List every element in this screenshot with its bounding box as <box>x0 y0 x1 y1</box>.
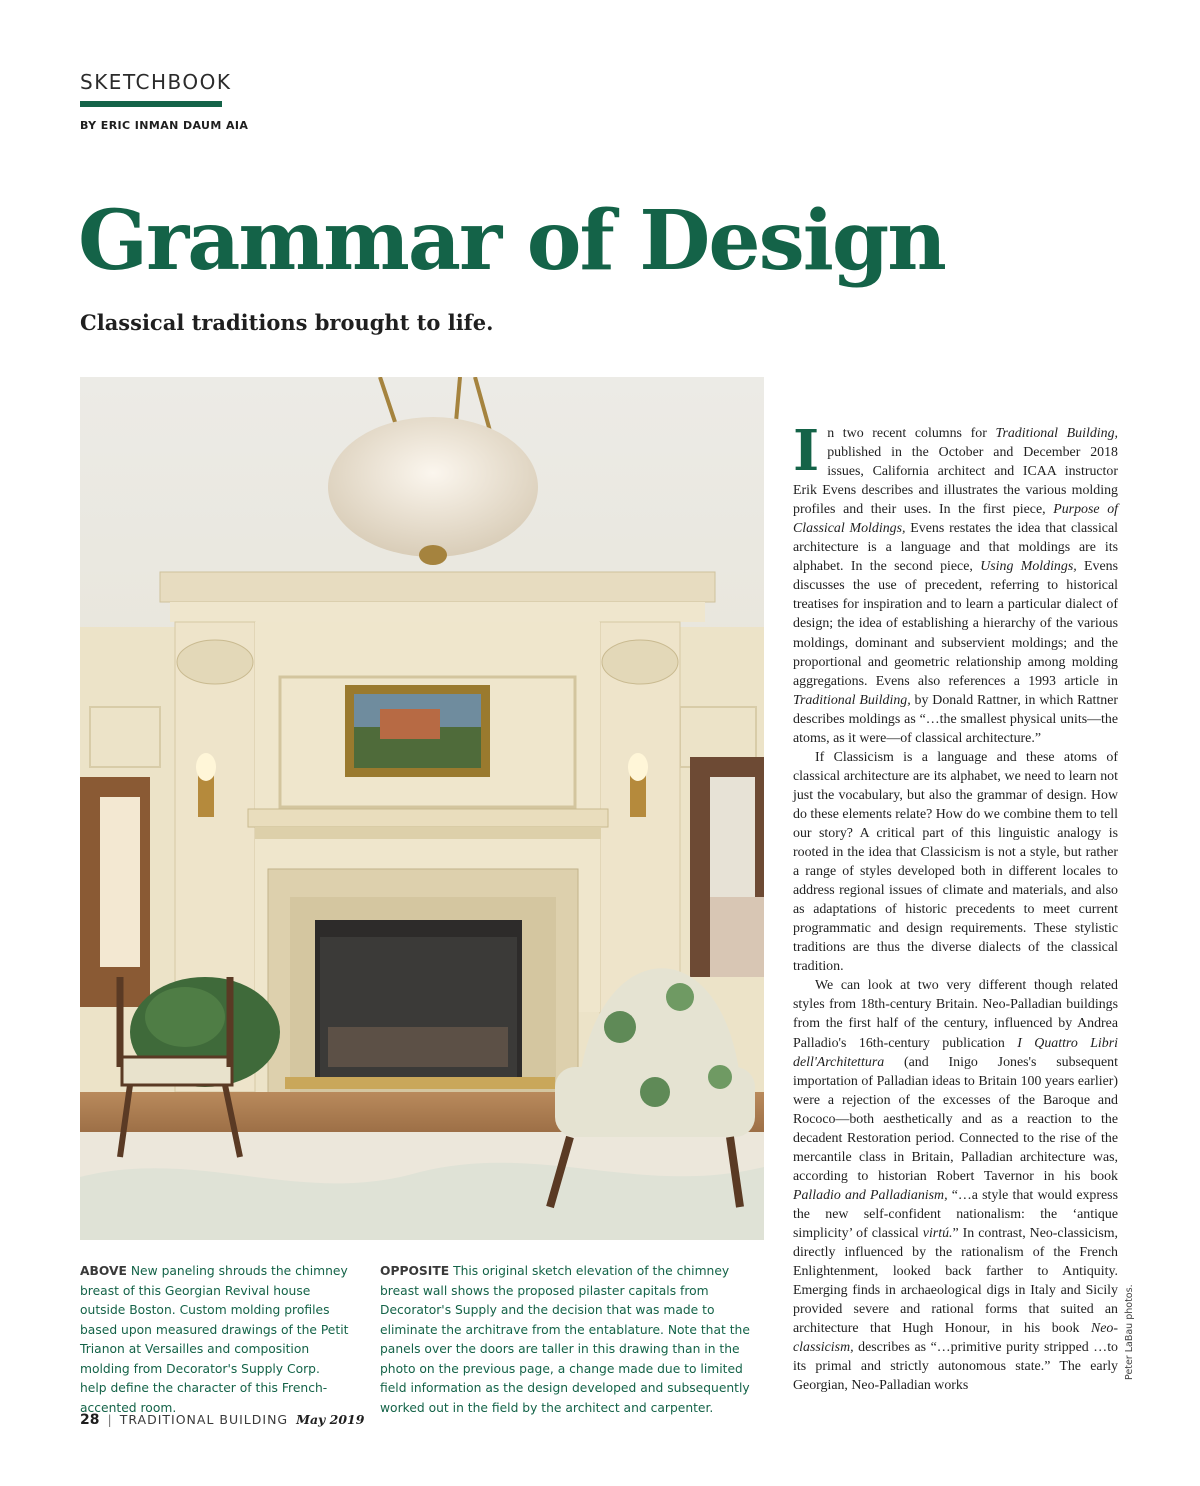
body-text-run: We can look at two very different though related styles from 18th-century Britain. Neo-Palladian buildings from the first half of the century, influenced by Andrea Palladio's 16th-century publication <box>793 978 1118 1051</box>
body-paragraph-2: If Classicism is a language and these atoms of classical architecture are its alphabet, we need to learn not just the vocabulary, but also the grammar of design. How do these elements relate? How do we combine them to tell our story? A critical part of this linguistic analogy is rooted in the idea that Classicism is not a style, but rather a range of styles developed both in different locales to address regional issues of climate and materials, and also as adaptations of historic precedents to meet current programmatic and design requirements. These stylistic traditions are thus the diverse dialects of the classical tradition. <box>793 749 1118 975</box>
magazine-name: TRADITIONAL BUILDING <box>119 1412 289 1427</box>
book-title: Palladio and Palladianism, <box>793 1187 948 1203</box>
body-text-run: Evens restates the idea that classical architecture is a language and that moldings are its alphabet. In the second piece, <box>793 521 1118 575</box>
feature-photo <box>80 377 764 1240</box>
foreign-term: virtú. <box>922 1225 953 1241</box>
caption-above-lead: ABOVE <box>80 1264 127 1278</box>
page-footer <box>80 1412 364 1428</box>
caption-opposite-text: This original sketch elevation of the chimney breast wall shows the proposed pilaster capitals from Decorator's Supply and the decision that was made to eliminate the architrave from the entablature. Note that the panels over the doors are taller in this drawing than in the photo on the previous page, a change made due to limited field information as the design developed and subsequently worked out in the field by the architect and carpenter. <box>380 1264 750 1415</box>
article-body <box>793 418 1119 1395</box>
publication-title: Traditional Building, <box>793 692 911 708</box>
body-paragraph-3 <box>793 976 1118 1395</box>
section-rule <box>80 101 222 107</box>
body-text-run: by Donald Rattner, in which Rattner describes moldings as “…the smallest physical units—the atoms, as it were—of classical architecture.” <box>793 692 1118 746</box>
deck: Classical traditions brought to life. <box>80 310 494 335</box>
issue-date: May 2019 <box>296 1412 365 1427</box>
book-title: I Quattro Libri dell'Architettura <box>793 1035 1118 1070</box>
publication-title: Traditional Building, <box>995 426 1118 441</box>
body-text-run: (and Inigo Jones's subsequent importation of Palladian ideas to Britain 100 years earlier) were a rejection of the excesses of the Baroque and Rococo—both aesthetically and as a reaction to the decadent Restoration period. Connected to the rise of the mercantile class in Britain, Palladian architecture was, according to historian Robert Tavernor in his book <box>793 1054 1118 1184</box>
byline: BY ERIC INMAN DAUM AIA <box>80 119 249 132</box>
body-text-run: n two recent columns for <box>827 426 996 441</box>
section-label: SKETCHBOOK <box>80 70 232 94</box>
living-room-illustration <box>80 377 764 1240</box>
body-text-run: ” In contrast, Neo-classicism, directly influenced by the rationalism of the French Enlightenment, looked back farther to Antiquity. Emerging finds in archaeological digs in Italy and Sicily provided severe and rational forms that suited an architecture that Hugh Honour, in his book <box>793 1225 1119 1337</box>
caption-opposite-lead: OPPOSITE <box>380 1264 450 1278</box>
body-text-run: Evens discusses the use of precedent, referring to historical treatises for inspiration and to learn a particular dialect of design; the idea of establishing a hierarchy of the various moldings, dominant and subservient moldings; and the proportional and geometric relationship among molding aggregations. Evens also references a 1993 article in <box>793 559 1119 689</box>
drop-cap: I <box>793 418 820 484</box>
body-paragraph-1 <box>793 418 1119 748</box>
caption-opposite <box>380 1262 760 1418</box>
article-title: Using Moldings, <box>980 559 1077 575</box>
caption-above-text: New paneling shrouds the chimney breast of this Georgian Revival house outside Boston. Custom molding profiles based upon measured drawings of the Petit Trianon at Versailles and composition molding from Decorator's Supply Corp. help define the character of this French-accented room. <box>80 1264 349 1415</box>
page-number: 28 <box>80 1412 100 1428</box>
caption-above <box>80 1262 350 1418</box>
body-text-run: published in the October and December 2018 issues, California architect and ICAA instructor Erik Evens describes and illustrates the various molding profiles and their uses. In the first piece, <box>793 445 1118 518</box>
footer-separator: | <box>107 1412 112 1427</box>
book-title: Neo-classicism, <box>793 1321 1118 1356</box>
body-text-run: describes as “…primitive purity stripped …to its primal and strictly autonomous state.” The early Georgian, Neo-Palladian works <box>793 1340 1118 1394</box>
body-text-run: “…a style that would express the new self-confident nationalism: the ‘antique simplicity’ of classical <box>793 1187 1118 1241</box>
article-title: Purpose of Classical Moldings, <box>793 502 1119 537</box>
photo-credit: Peter LaBau photos. <box>1124 1284 1135 1380</box>
headline: Grammar of Design <box>78 193 945 289</box>
